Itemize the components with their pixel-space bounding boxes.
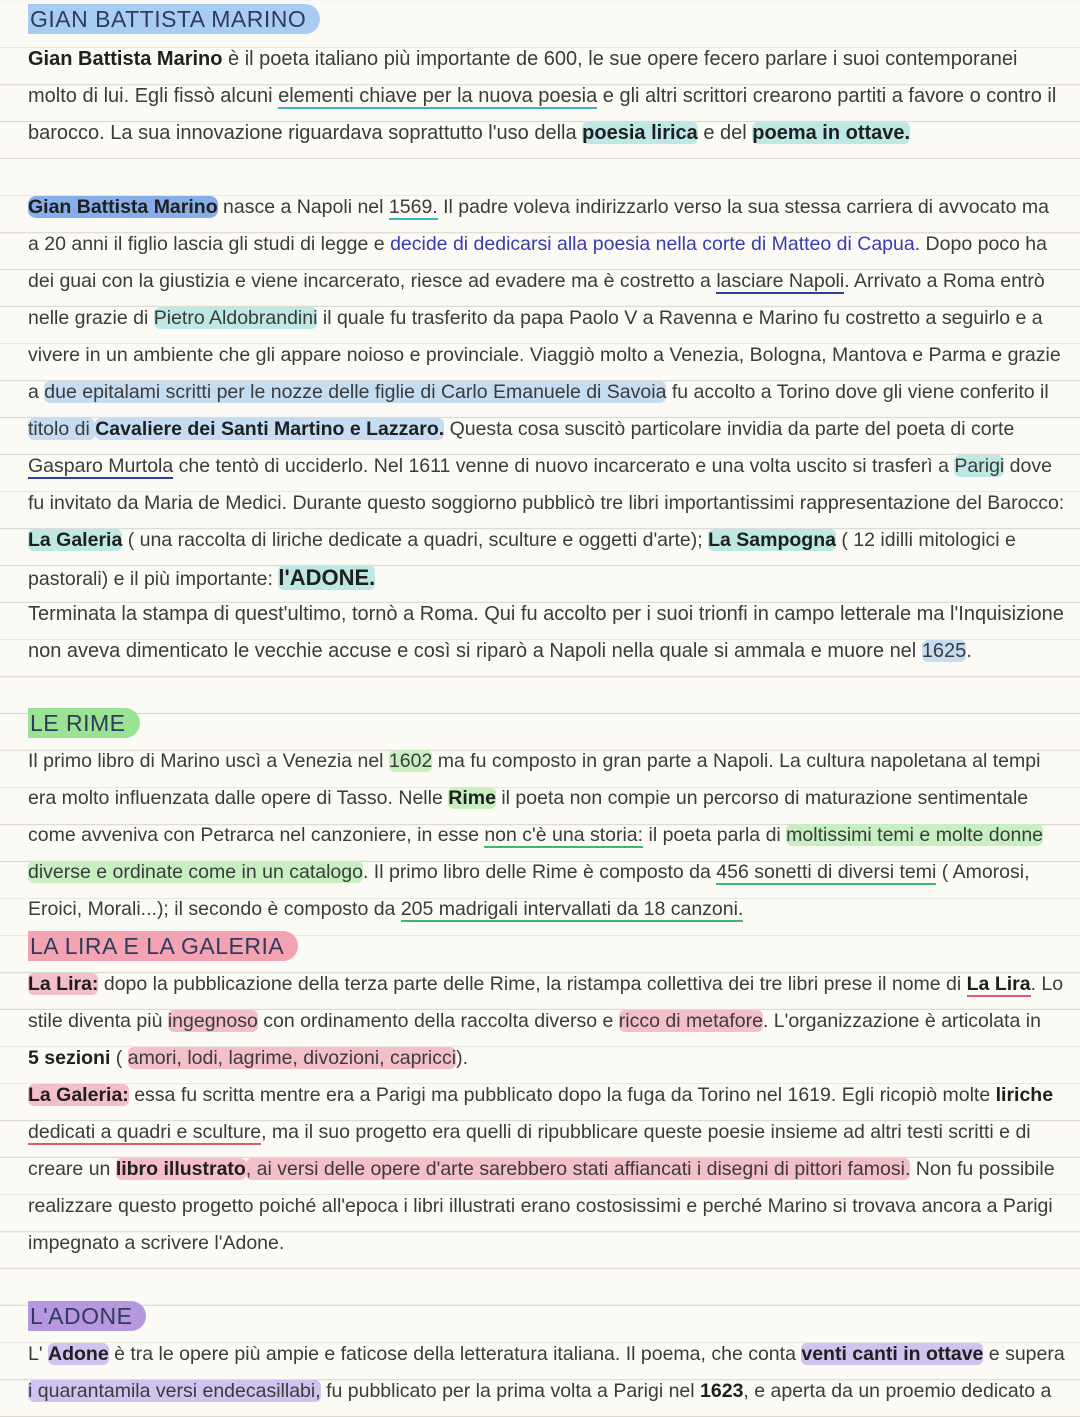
- text-run: 1602: [388, 750, 433, 772]
- text-run: Terminata la stampa di quest'ultimo, tornò a Roma. Qui fu accolto per i suoi trionfi in campo letterale ma l'Inquisizione: [28, 603, 1064, 625]
- text-run: . Lo: [1030, 973, 1064, 995]
- text-run: essa fu scritta mentre era a Parigi ma pubblicato dopo la fuga da Torino nel 1619. Egli ricopiò molte: [128, 1084, 996, 1106]
- paragraph-adone: [28, 1336, 1065, 1410]
- text-run: Dopo poco ha: [920, 233, 1047, 255]
- text-run: La Galeria: [28, 529, 123, 551]
- text-run: ).: [456, 1047, 469, 1069]
- text-run: diverse e ordinate come in un catalogo: [28, 861, 363, 883]
- text-run: . L'organizzazione è articolata in: [762, 1010, 1041, 1032]
- paragraph-rime: [28, 743, 1058, 928]
- text-run: . Arrivato a Roma entrò: [844, 270, 1045, 292]
- text-run: decide di dedicarsi alla poesia nella corte di Matteo di Capua.: [390, 233, 921, 255]
- text-run: ingegnoso: [167, 1010, 258, 1032]
- text-run: e del: [697, 122, 753, 144]
- text-run: libro illustrato: [115, 1158, 246, 1180]
- text-run: creare un: [28, 1158, 116, 1180]
- text-run: Il padre voleva indirizzarlo verso la sua stessa carriera di avvocato ma: [437, 196, 1049, 218]
- text-run: fu invitato da Maria de Medici. Durante questo soggiorno pubblicò tre libri importantissimi rappresentazione del Barocco:: [28, 492, 1065, 514]
- text-run: ricco di metafore: [618, 1010, 763, 1032]
- text-run: Cavaliere dei Santi Martino e Lazzaro.: [95, 418, 445, 440]
- text-run: nelle grazie di: [28, 307, 154, 329]
- text-run: ( 12 idilli mitologici e: [835, 529, 1016, 551]
- text-run: ma fu composto in gran parte a Napoli. La cultura napoletana al tempi: [432, 750, 1041, 772]
- section-title-marino: GIAN BATTISTA MARINO: [28, 4, 320, 34]
- text-run: La Galeria:: [28, 1084, 129, 1106]
- text-run: 456 sonetti di diversi temi: [716, 861, 937, 883]
- paragraph-marino-intro: [28, 41, 1058, 152]
- text-run: venti canti in ottave: [801, 1343, 984, 1365]
- text-run: 5 sezioni: [28, 1047, 111, 1069]
- text-run: era molto influenzata dalle opere di Tasso. Nelle: [28, 787, 449, 809]
- text-run: con ordinamento della raccolta diverso e: [257, 1010, 619, 1032]
- text-run: poema in ottave.: [752, 122, 911, 144]
- text-run: nasce a Napoli nel: [217, 196, 389, 218]
- paragraph-lira-galeria: [28, 966, 1064, 1262]
- text-run: dove: [1004, 455, 1052, 477]
- text-run: barocco. La sua innovazione riguardava soprattutto l'uso della: [28, 122, 583, 144]
- text-run: dedicati a quadri e sculture: [28, 1121, 262, 1143]
- text-run: titolo di: [28, 418, 96, 440]
- text-run: a: [28, 381, 45, 403]
- paragraph-marino-bio: [28, 189, 1065, 598]
- section-title-rime: LE RIME: [28, 708, 140, 738]
- text-run: , e aperta da un proemio dedicato a: [743, 1380, 1052, 1402]
- text-run: non aveva dimenticato le vecchie accuse e così si riparò a Napoli nella quale si ammala e muore nel: [28, 640, 922, 662]
- text-run: poesia lirica: [582, 122, 698, 144]
- text-run: Non fu possibile: [910, 1158, 1055, 1180]
- text-run: Gasparo Murtola: [28, 455, 174, 477]
- text-run: ( Amorosi,: [936, 861, 1030, 883]
- text-run: amori, lodi, lagrime, divozioni, capricci: [127, 1047, 457, 1069]
- text-run: Parigi: [954, 455, 1005, 477]
- text-run: a 20 anni il figlio lascia gli studi di legge e: [28, 233, 391, 255]
- text-run: come avveniva con Petrarca nel canzoniere, in esse: [28, 824, 485, 846]
- text-run: è tra le opere più ampie e faticose della letteratura italiana. Il poema, che conta: [108, 1343, 802, 1365]
- text-run: Eroici, Morali...); il secondo è composto da: [28, 898, 401, 920]
- text-run: Gian Battista Marino: [28, 196, 218, 218]
- text-run: elementi chiave per la nuova poesia: [278, 85, 598, 107]
- text-run: due epitalami scritti per le nozze delle figlie di Carlo Emanuele di Savoia: [44, 381, 667, 403]
- text-run: il poeta parla di: [643, 824, 787, 846]
- text-run: . Il primo libro delle Rime è composto da: [362, 861, 717, 883]
- text-run: vivere in un ambiente che gli appare noioso e provinciale. Viaggiò molto a Venezia, Bologna, Mantova e Parma e grazie: [28, 344, 1061, 366]
- text-run: è il poeta italiano più importante de 600, le sue opere fecero parlare i suoi contemporanei: [222, 48, 1018, 70]
- text-run: dei guai con la giustizia e viene incarcerato, riesce ad evadere ma è costretto a: [28, 270, 717, 292]
- text-run: La Sampogna: [708, 529, 836, 551]
- text-run: stile diventa più: [28, 1010, 168, 1032]
- text-run: pastorali) e il più importante:: [28, 568, 279, 590]
- text-run: , ma il suo progetto era quelli di ripubblicare queste poesie insieme ad altri testi scritti e di: [261, 1121, 1031, 1143]
- text-run: dopo la pubblicazione della terza parte delle Rime, la ristampa collettiva dei tre libri prese il nome di: [98, 973, 967, 995]
- text-run: Pietro Aldobrandini: [153, 307, 318, 329]
- text-run: molto di lui. Egli fissò alcuni: [28, 85, 279, 107]
- text-run: .: [966, 640, 972, 662]
- text-run: moltissimi temi e molte donne: [786, 824, 1044, 846]
- text-run: 1623: [700, 1380, 744, 1402]
- text-run: Gian Battista Marino: [28, 48, 223, 70]
- text-run: liriche: [995, 1084, 1054, 1106]
- text-run: , ai versi delle opere d'arte sarebbero stati affiancati i disegni di pittori famosi.: [245, 1158, 911, 1180]
- text-run: lasciare Napoli: [716, 270, 845, 292]
- text-run: (: [110, 1047, 128, 1069]
- text-run: Adone: [48, 1343, 109, 1365]
- text-run: 1625: [921, 640, 967, 662]
- text-run: Questa cosa suscitò particolare invidia da parte del poeta di corte: [444, 418, 1015, 440]
- text-run: e gli altri scrittori crearono partiti a favore o contro il: [597, 85, 1057, 107]
- text-run: fu accolto a Torino dove gli viene conferito il: [666, 381, 1049, 403]
- text-run: realizzare questo progetto poiché all'epoca i libri illustrati erano costosissimi e perché Marino si trovava ancora a Parigi: [28, 1195, 1053, 1217]
- paragraph-marino-end: [28, 596, 1064, 670]
- text-run: La Lira: [966, 973, 1031, 995]
- text-run: i quarantamila versi endecasillabi,: [28, 1380, 321, 1402]
- text-run: 205 madrigali intervallati da 18 canzoni.: [400, 898, 744, 920]
- text-run: e supera: [983, 1343, 1065, 1365]
- text-run: L': [28, 1343, 48, 1365]
- text-run: fu pubblicato per la prima volta a Parigi nel: [320, 1380, 701, 1402]
- text-run: ( una raccolta di liriche dedicate a quadri, sculture e oggetti d'arte);: [122, 529, 709, 551]
- text-run: Il primo libro di Marino uscì a Venezia nel: [28, 750, 389, 772]
- text-run: l'ADONE.: [278, 565, 376, 590]
- section-title-adone: L'ADONE: [28, 1301, 146, 1331]
- text-run: impegnato a scrivere l'Adone.: [28, 1232, 285, 1254]
- section-title-lira: LA LIRA E LA GALERIA: [28, 931, 298, 961]
- text-run: non c'è una storia:: [484, 824, 644, 846]
- text-run: La Lira:: [28, 973, 99, 995]
- text-run: 1569.: [388, 196, 438, 218]
- text-run: il poeta non compie un percorso di maturazione sentimentale: [495, 787, 1029, 809]
- text-run: che tentò di ucciderlo. Nel 1611 venne di nuovo incarcerato e una volta uscito si trasferì a: [173, 455, 955, 477]
- text-run: il quale fu trasferito da papa Paolo V a Ravenna e Marino fu costretto a seguirlo e a: [317, 307, 1043, 329]
- text-run: Rime: [448, 787, 496, 809]
